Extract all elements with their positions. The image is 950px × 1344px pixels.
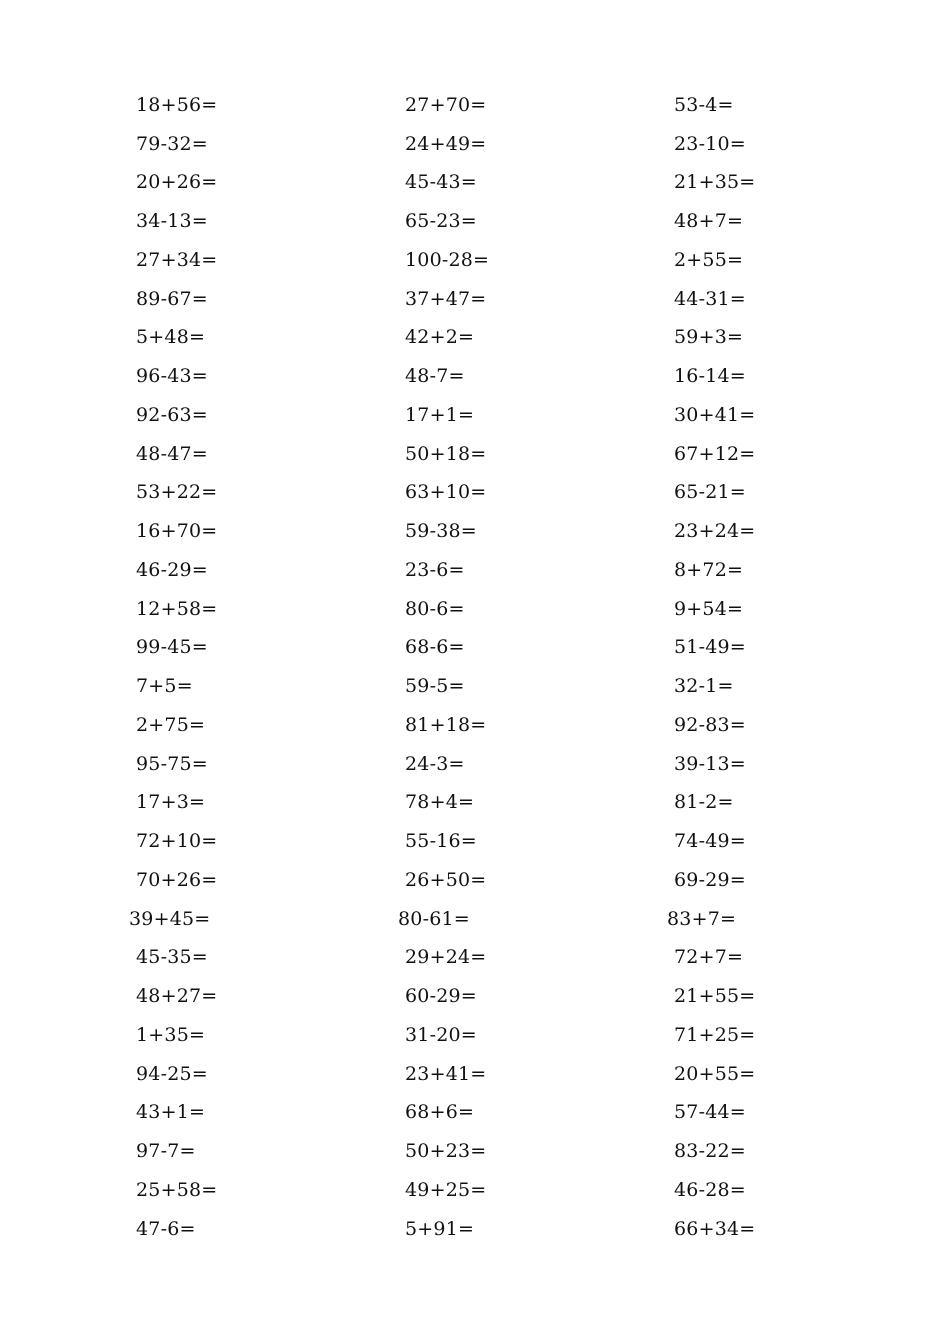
problem: 23+24=: [674, 520, 756, 543]
problem: 50+23=: [405, 1140, 487, 1163]
problem: 89-67=: [136, 287, 208, 310]
problem: 48-47=: [136, 442, 208, 465]
problem: 24+49=: [405, 132, 487, 155]
problem: 17+3=: [136, 791, 206, 814]
problem: 53-4=: [674, 93, 734, 116]
problem: 1+35=: [136, 1023, 206, 1046]
problem-row: [136, 202, 856, 241]
problem: 81-2=: [674, 791, 734, 814]
problem: 72+7=: [674, 946, 744, 969]
problem: 66+34=: [674, 1217, 756, 1240]
problem-row: [136, 125, 856, 164]
problem-row: [136, 164, 856, 203]
problem: 92-83=: [674, 713, 746, 736]
problem: 23+41=: [405, 1062, 487, 1085]
problem-row: [136, 667, 856, 706]
problem: 24-3=: [405, 752, 465, 775]
problem: 45-43=: [405, 171, 477, 194]
problem: 32-1=: [674, 675, 734, 698]
problem: 25+58=: [136, 1178, 218, 1201]
problem-row: [136, 474, 856, 513]
problem: 42+2=: [405, 326, 475, 349]
problem-row: [136, 939, 856, 978]
problem-row: [136, 1094, 856, 1133]
problem: 20+26=: [136, 171, 218, 194]
problem-row: [136, 280, 856, 319]
problem: 37+47=: [405, 287, 487, 310]
problem-row: [136, 86, 856, 125]
problem-row: [136, 1016, 856, 1055]
problem-row: [136, 1132, 856, 1171]
problem: 49+25=: [405, 1178, 487, 1201]
problem-row: [136, 241, 856, 280]
problem-row: [136, 1210, 856, 1249]
problem: 16-14=: [674, 365, 746, 388]
problem: 2+75=: [136, 713, 206, 736]
problem-grid: [129, 86, 856, 1249]
problem: 63+10=: [405, 481, 487, 504]
problem: 99-45=: [136, 636, 208, 659]
problem: 65-21=: [674, 481, 746, 504]
problem: 8+72=: [674, 558, 744, 581]
problem: 18+56=: [136, 93, 218, 116]
problem: 51-49=: [674, 636, 746, 659]
problem: 46-29=: [136, 558, 208, 581]
problem: 95-75=: [136, 752, 208, 775]
problem: 7+5=: [136, 675, 193, 698]
problem: 23-6=: [405, 558, 465, 581]
problem: 57-44=: [674, 1101, 746, 1124]
problem: 69-29=: [674, 868, 746, 891]
problem: 92-63=: [136, 403, 208, 426]
problem: 48-7=: [405, 365, 465, 388]
problem: 81+18=: [405, 713, 487, 736]
problem-row: [136, 512, 856, 551]
problem: 48+7=: [674, 210, 744, 233]
problem-row: [136, 977, 856, 1016]
problem: 45-35=: [136, 946, 208, 969]
problem: 12+58=: [136, 597, 218, 620]
problem: 53+22=: [136, 481, 218, 504]
problem-row: [136, 551, 856, 590]
problem: 80-61=: [398, 907, 470, 930]
problem-row: [129, 900, 856, 939]
problem: 26+50=: [405, 868, 487, 891]
problem-row: [136, 706, 856, 745]
problem: 47-6=: [136, 1217, 196, 1240]
problem: 31-20=: [405, 1023, 477, 1046]
problem: 68+6=: [405, 1101, 475, 1124]
problem: 21+35=: [674, 171, 756, 194]
problem: 16+70=: [136, 520, 218, 543]
problem: 72+10=: [136, 830, 218, 853]
problem-row: [136, 357, 856, 396]
problem: 27+70=: [405, 93, 487, 116]
problem-row: [136, 590, 856, 629]
problem: 83+7=: [667, 907, 737, 930]
problem: 43+1=: [136, 1101, 206, 1124]
problem: 96-43=: [136, 365, 208, 388]
problem: 34-13=: [136, 210, 208, 233]
problem: 59-38=: [405, 520, 477, 543]
problem: 2+55=: [674, 248, 744, 271]
problem: 79-32=: [136, 132, 208, 155]
problem: 68-6=: [405, 636, 465, 659]
problem-row: [136, 745, 856, 784]
problem: 83-22=: [674, 1140, 746, 1163]
problem: 48+27=: [136, 985, 218, 1008]
problem-row: [136, 1171, 856, 1210]
problem: 97-7=: [136, 1140, 196, 1163]
problem-row: [136, 822, 856, 861]
problem: 17+1=: [405, 403, 475, 426]
problem: 27+34=: [136, 248, 218, 271]
problem-row: [136, 396, 856, 435]
problem: 23-10=: [674, 132, 746, 155]
problem: 20+55=: [674, 1062, 756, 1085]
problem-row: [136, 1055, 856, 1094]
problem: 60-29=: [405, 985, 477, 1008]
problem: 59-5=: [405, 675, 465, 698]
problem: 65-23=: [405, 210, 477, 233]
problem: 55-16=: [405, 830, 477, 853]
problem: 39-13=: [674, 752, 746, 775]
problem-row: [136, 861, 856, 900]
problem: 94-25=: [136, 1062, 208, 1085]
problem: 5+48=: [136, 326, 206, 349]
problem: 74-49=: [674, 830, 746, 853]
problem: 21+55=: [674, 985, 756, 1008]
problem-row: [136, 784, 856, 823]
problem-row: [136, 319, 856, 358]
problem: 39+45=: [129, 907, 211, 930]
problem: 70+26=: [136, 868, 218, 891]
problem: 5+91=: [405, 1217, 475, 1240]
problem: 29+24=: [405, 946, 487, 969]
problem: 80-6=: [405, 597, 465, 620]
problem: 9+54=: [674, 597, 744, 620]
problem-row: [136, 435, 856, 474]
problem: 46-28=: [674, 1178, 746, 1201]
problem: 67+12=: [674, 442, 756, 465]
problem: 50+18=: [405, 442, 487, 465]
problem: 59+3=: [674, 326, 744, 349]
problem: 71+25=: [674, 1023, 756, 1046]
problem-row: [136, 629, 856, 668]
problem: 100-28=: [405, 248, 490, 271]
problem: 44-31=: [674, 287, 746, 310]
problem: 78+4=: [405, 791, 475, 814]
problem: 30+41=: [674, 403, 756, 426]
